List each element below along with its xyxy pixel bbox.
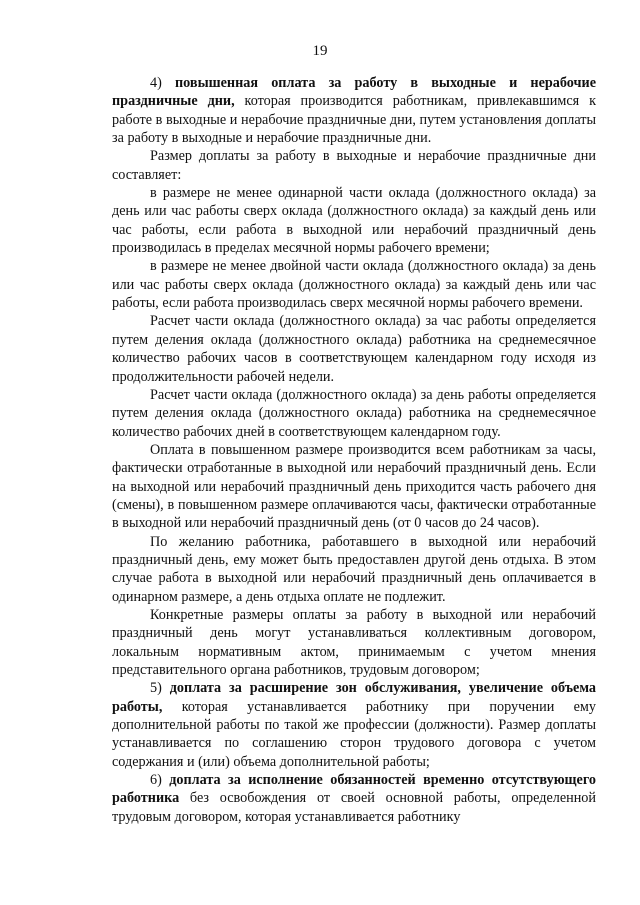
paragraph: Оплата в повышенном размере производится всем работникам за часы, фактически отработанные в выходной или нерабочий праздничный день. Если на выходной или нерабочий праздничный день приходится часть рабочего дня (смены), в повышенном размере оплачиваются часы, фактически отработанные в выходной или нерабочий праздничный день (от 0 часов до 24 часов). <box>112 441 596 532</box>
paragraph: 4) повышенная оплата за работу в выходные и нерабочие праздничные дни, которая производится работникам, привлекавшимся к работе в выходные и нерабочие праздничные дни, путем установления доплаты за работу в выходные и нерабочие праздничные дни. <box>112 75 596 147</box>
paragraph: Конкретные размеры оплаты за работу в выходной или нерабочий праздничный день могут устанавливаться коллективным договором, локальным нормативным актом, принимаемым с учетом мнения представительного органа работников, трудовым договором; <box>112 606 596 678</box>
paragraph: Расчет части оклада (должностного оклада) за час работы определяется путем деления оклада (должностного оклада) работника на среднемесячное количество рабочих часов в соответствующем календарном году исходя из продолжительности рабочей недели. <box>112 313 596 385</box>
document-body <box>112 74 596 826</box>
bold-term: повышенная оплата за работу в выходные и нерабочие праздничные дни, <box>112 75 596 110</box>
paragraph: Расчет части оклада (должностного оклада) за день работы определяется путем деления оклада (должностного оклада) работника на среднемесячное количество рабочих дней в соответствующем календарном году. <box>112 386 596 440</box>
paragraph: в размере не менее одинарной части оклада (должностного оклада) за день или час работы сверх оклада (должностного оклада) за каждый день или час работы, если работа в выходной или нерабочий праздничный день производилась в пределах месячной нормы рабочего времени; <box>112 185 596 257</box>
bold-term: доплата за расширение зон обслуживания, увеличение объема работы, <box>112 680 596 715</box>
bold-term: доплата за исполнение обязанностей временно отсутствующего работника <box>112 772 596 807</box>
paragraph: 6) доплата за исполнение обязанностей временно отсутствующего работника без освобождения от своей основной работы, определенной трудовым договором, которая устанавливается работнику <box>112 772 596 825</box>
paragraph: в размере не менее двойной части оклада (должностного оклада) за день или час работы сверх оклада (должностного оклада) за каждый день или час работы, если работа производилась сверх месячной нормы рабочего времени. <box>112 258 596 312</box>
page-number: 19 <box>312 43 328 59</box>
paragraph: По желанию работника, работавшего в выходной или нерабочий праздничный день, ему может быть предоставлен другой день отдыха. В этом случае работа в выходной или нерабочий праздничный день оплачивается в одинарном размере, а день отдыха оплате не подлежит. <box>112 533 596 605</box>
paragraph: Размер доплаты за работу в выходные и нерабочие праздничные дни составляет: <box>112 148 596 183</box>
paragraph: 5) доплата за расширение зон обслуживания, увеличение объема работы, которая устанавливается работнику при поручении ему дополнительной работы по такой же профессии (должности). Размер доплаты устанавливается по соглашению сторон трудового договора с учетом содержания и (или) объема дополнительной работы; <box>112 680 596 770</box>
